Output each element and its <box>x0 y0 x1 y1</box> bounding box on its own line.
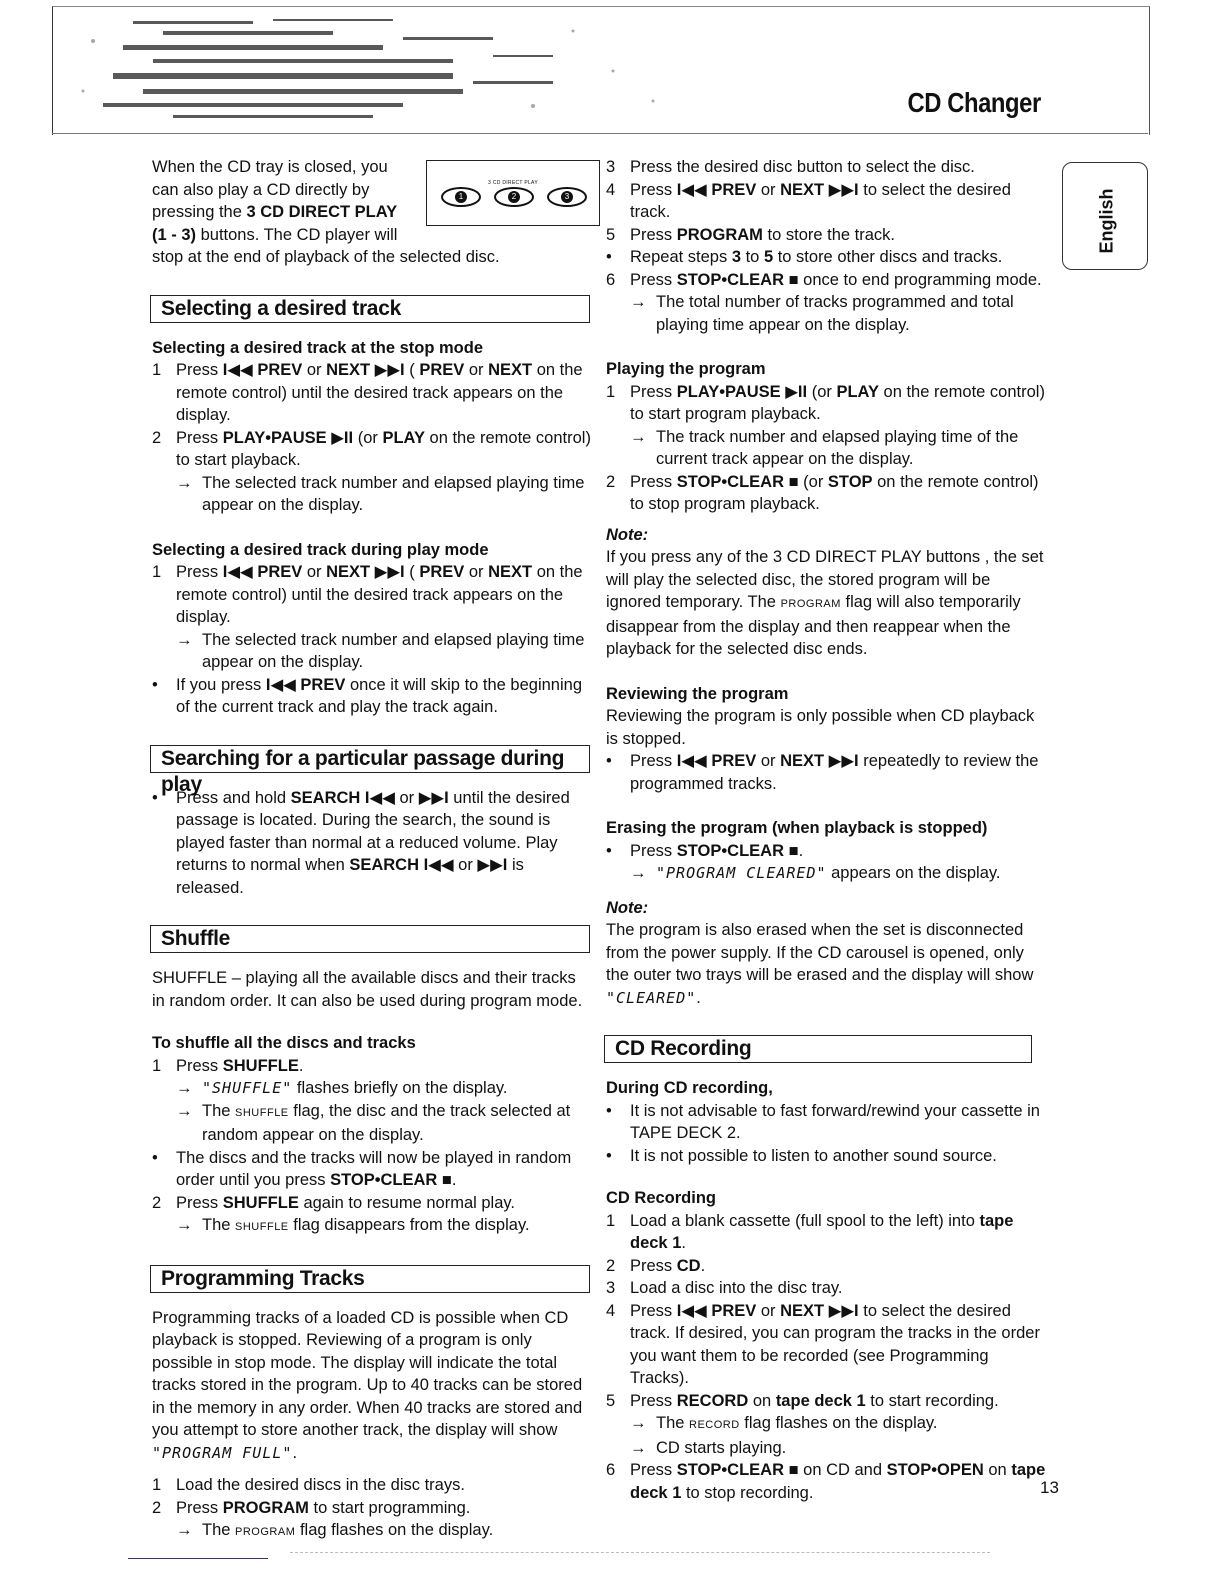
step: 2 Press SHUFFLE again to resume normal play. <box>152 1193 515 1212</box>
result-arrow: → The RECORD flag flashes on the display. <box>630 1414 938 1432</box>
page-header <box>52 6 1150 135</box>
section-selecting-track: Selecting a desired track <box>150 295 590 323</box>
header-speckle-art <box>73 11 723 127</box>
subheading: Erasing the program (when playback is stopped) <box>606 819 988 837</box>
result-arrow: → The total number of tracks programmed and total playing time appear on the display. <box>630 293 1014 334</box>
disc-1-button-figure: 1 <box>441 187 481 207</box>
note-text: The program is also erased when the set is disconnected from the power supply. If the CD carousel is opened, only the outer two trays will be erased and the display will show "CLEARED". <box>606 921 1034 1007</box>
disc-3-button-figure: 3 <box>547 187 587 207</box>
subheading: To shuffle all the discs and tracks <box>152 1034 416 1052</box>
review-description: Reviewing the program is only possible when CD playback is stopped. <box>606 707 1035 748</box>
result-arrow: → CD starts playing. <box>630 1438 787 1457</box>
bullet-item: • Press STOP•CLEAR ■. <box>606 841 804 860</box>
subheading: CD Recording <box>606 1189 717 1207</box>
step: 2 Press CD. <box>606 1256 706 1275</box>
footer-dash <box>290 1552 990 1553</box>
step: 4 Press I◀◀ PREV or NEXT ▶▶I to select the desired track. If desired, you can program the tracks in the order you want them to be recorded (see Programming Tracks). <box>606 1301 1040 1387</box>
result-arrow: → The selected track number and elapsed playing time appear on the display. <box>176 473 585 514</box>
language-tab-label: English <box>1096 188 1117 254</box>
step: 3 Press the desired disc button to select the disc. <box>606 158 975 176</box>
step: 3 Load a disc into the disc tray. <box>606 1279 843 1297</box>
step: 1 Press PLAY•PAUSE ▶II (or PLAY on the remote control) to start program playback. <box>606 382 1045 423</box>
step: 2 Press PLAY•PAUSE ▶II (or PLAY on the remote control) to start playback. <box>152 428 591 469</box>
step: 1 Press I◀◀ PREV or NEXT ▶▶I ( PREV or NEXT on the remote control) until the desired track appears on the display. <box>152 563 583 626</box>
result-arrow: → "SHUFFLE" flashes briefly on the display. <box>176 1079 508 1097</box>
disc-2-button-figure: 2 <box>494 187 534 207</box>
result-arrow: → The SHUFFLE flag, the disc and the track selected at random appear on the display. <box>176 1101 571 1144</box>
section-cd-recording: CD Recording <box>604 1035 1032 1063</box>
programming-description: Programming tracks of a loaded CD is possible when CD playback is stopped. Reviewing of a program is only possible in stop mode. The display will indicate the total tracks stored in the program. Up to 40 tracks can be stored in the memory in any order. When 40 tracks are stored and you attempt to store another track, the display will show "PROGRAM FULL". <box>152 1308 583 1462</box>
note-label: Note: <box>606 525 649 544</box>
left-column <box>152 156 592 1544</box>
note-label: Note: <box>606 898 649 917</box>
result-arrow: → "PROGRAM CLEARED" appears on the display. <box>630 864 1001 882</box>
figure-label: 3 CD DIRECT PLAY <box>488 180 538 186</box>
section-shuffle: Shuffle <box>150 925 590 953</box>
footer-rule <box>128 1558 268 1559</box>
bullet-item: • It is not possible to listen to another sound source. <box>606 1146 997 1165</box>
step: 4 Press I◀◀ PREV or NEXT ▶▶I to select the desired track. <box>606 180 1011 221</box>
step: 1 Load the desired discs in the disc trays. <box>152 1476 465 1494</box>
right-column <box>606 156 1046 1504</box>
bullet-item: • If you press I◀◀ PREV once it will skip to the beginning of the current track and play the track again. <box>152 675 582 716</box>
bullet-item: • Press I◀◀ PREV or NEXT ▶▶I repeatedly to review the programmed tracks. <box>606 752 1039 793</box>
step: 1 Load a blank cassette (full spool to the left) into tape deck 1. <box>606 1211 1014 1252</box>
step: 6 Press STOP•CLEAR ■ on CD and STOP•OPEN on tape deck 1 to stop recording. <box>606 1461 1046 1502</box>
step: 6 Press STOP•CLEAR ■ once to end programming mode. <box>606 270 1042 289</box>
shuffle-description: SHUFFLE – playing all the available discs and their tracks in random order. It can also be used during program mode. <box>152 969 583 1010</box>
intro-paragraph: When the CD tray is closed, you can also play a CD directly by pressing the 3 CD DIRECT PLAY (1 - 3) buttons. The CD player will stop at the end of playback of the selected disc. <box>152 158 500 266</box>
section-programming: Programming Tracks <box>150 1265 590 1293</box>
step: 1 Press I◀◀ PREV or NEXT ▶▶I ( PREV or NEXT on the remote control) until the desired track appears on the display. <box>152 361 583 424</box>
step: 5 Press PROGRAM to store the track. <box>606 225 895 244</box>
step: 2 Press PROGRAM to start programming. <box>152 1498 471 1517</box>
bullet-item: • It is not advisable to fast forward/rewind your cassette in TAPE DECK 2. <box>606 1101 1040 1142</box>
subheading: During CD recording, <box>606 1079 773 1097</box>
result-arrow: → The track number and elapsed playing time of the current track appear on the display. <box>630 427 1019 468</box>
subheading: Selecting a desired track at the stop mode <box>152 338 484 357</box>
page-number: 13 <box>1040 1478 1059 1497</box>
bullet-item: • Press and hold SEARCH I◀◀ or ▶▶I until the desired passage is located. During the search, the sound is played faster than normal at a reduced volume. Play returns to normal when SEARCH I◀◀ or ▶▶I is released. <box>152 788 570 897</box>
language-tab <box>1062 162 1148 270</box>
bullet-item: • Repeat steps 3 to 5 to store other discs and tracks. <box>606 248 1003 266</box>
step: 5 Press RECORD on tape deck 1 to start recording. <box>606 1391 999 1410</box>
result-arrow: → The SHUFFLE flag disappears from the display. <box>176 1216 530 1234</box>
subheading: Reviewing the program <box>606 684 789 703</box>
header-rule <box>52 133 1148 134</box>
result-arrow: → The PROGRAM flag flashes on the display. <box>176 1521 494 1539</box>
bullet-item: • The discs and the tracks will now be played in random order until you press STOP•CLEAR ■. <box>152 1148 572 1189</box>
cd-direct-play-figure <box>426 160 600 226</box>
note-text: If you press any of the 3 CD DIRECT PLAY buttons , the set will play the selected disc, the stored program will be ignored temporary. The PROGRAM flag will also temporarily disappear from the display and then reappear when the playback for the selected disc ends. <box>606 548 1044 658</box>
subheading: Playing the program <box>606 360 766 378</box>
section-search: Searching for a particular passage during play <box>150 745 590 773</box>
page-title: CD Changer <box>907 87 1041 118</box>
step: 2 Press STOP•CLEAR ■ (or STOP on the remote control) to stop program playback. <box>606 472 1039 513</box>
result-arrow: → The selected track number and elapsed playing time appear on the display. <box>176 630 585 671</box>
step: 1 Press SHUFFLE. <box>152 1056 304 1075</box>
subheading: Selecting a desired track during play mode <box>152 540 489 559</box>
